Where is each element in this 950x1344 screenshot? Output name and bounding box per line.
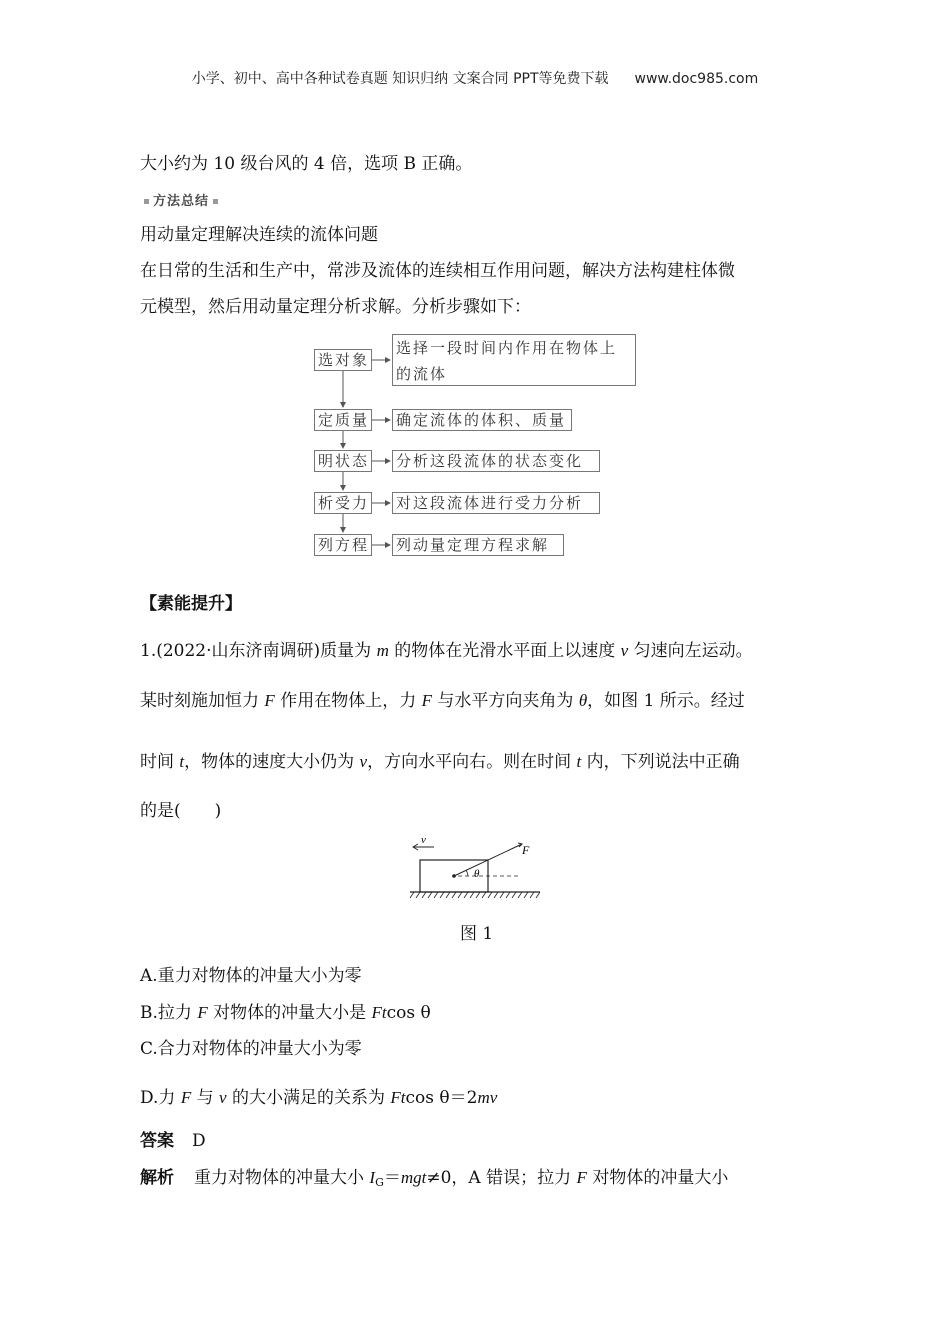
question-line2-post: ，如图 1 所示。经过 xyxy=(587,691,745,711)
question-line1-mid: 的物体在光滑水平面上以速度 xyxy=(388,641,621,661)
var-t: t xyxy=(179,752,185,771)
question-line3-post: 内，下列说法中正确 xyxy=(581,752,740,772)
question-line3-mid2: ，方向水平向右。则在时间 xyxy=(367,752,577,772)
analysis-post1: ≠0，A 错误；拉力 xyxy=(426,1168,577,1188)
var-theta: θ xyxy=(578,691,588,710)
question-line2-pre: 某时刻施加恒力 xyxy=(140,691,265,711)
option-b-formula: Ft xyxy=(371,1003,387,1022)
method-para-line2: 元模型，然后用动量定理分析求解。分析步骤如下： xyxy=(140,297,531,317)
flow-desc-1-line1: 选择一段时间内作用在物体上 xyxy=(396,339,618,357)
question-line3 xyxy=(140,753,740,771)
figure-F-label: F xyxy=(522,843,530,857)
flow-desc-1-line2: 的流体 xyxy=(396,365,448,383)
option-c: C.合力对物体的冲量大小为零 xyxy=(140,1039,362,1059)
analysis-line xyxy=(140,1169,728,1188)
option-b-pre: B.拉力 xyxy=(140,1003,198,1023)
question-line1-post: 匀速向左运动。 xyxy=(628,641,753,661)
flow-step-2: 定质量 xyxy=(314,409,372,431)
analysis-post2: 对物体的冲量大小 xyxy=(586,1168,729,1188)
answer-value: D xyxy=(192,1131,206,1151)
flow-step-4: 析受力 xyxy=(314,492,372,514)
var-F: F xyxy=(180,1088,192,1107)
var-v: v xyxy=(620,641,629,660)
figure-1-diagram xyxy=(400,830,550,905)
flow-desc-5: 列动量定理方程求解 xyxy=(392,534,564,556)
flow-step-5: 列方程 xyxy=(314,534,372,556)
figure-theta-label: θ xyxy=(474,868,480,880)
var-t: t xyxy=(576,752,582,771)
option-d xyxy=(140,1083,497,1108)
question-line1-pre: 1.(2022·山东济南调研)质量为 xyxy=(140,641,377,661)
question-line3-pre: 时间 xyxy=(140,752,180,772)
analysis-label: 解析 xyxy=(140,1168,174,1188)
header-site-link[interactable]: www.doc985.com xyxy=(634,71,759,87)
option-b-post: cos θ xyxy=(386,1003,431,1023)
flow-desc-2: 确定流体的体积、质量 xyxy=(392,409,572,431)
section-title: 【素能提升】 xyxy=(140,594,242,614)
option-a: A.重力对物体的冲量大小为零 xyxy=(140,966,362,986)
method-title: 用动量定理解决连续的流体问题 xyxy=(140,225,378,245)
var-G-subscript: G xyxy=(375,1176,384,1189)
question-line2-mid2: 与水平方向夹角为 xyxy=(432,691,579,711)
option-d-formula1: Ft xyxy=(390,1088,406,1107)
option-d-formula3: mv xyxy=(477,1088,498,1107)
var-m: m xyxy=(376,641,389,660)
flow-step-3: 明状态 xyxy=(314,450,372,472)
question-line2 xyxy=(140,692,745,710)
var-F: F xyxy=(421,691,432,710)
option-d-pre: D.力 xyxy=(140,1088,181,1108)
option-b xyxy=(140,998,431,1023)
method-para-line1: 在日常的生活和生产中，常涉及流体的连续相互作用问题，解决方法构建柱体微 xyxy=(140,261,735,281)
var-v: v xyxy=(359,752,368,771)
answer-line xyxy=(140,1133,206,1150)
intro-line: 大小约为 10 级台风的 4 倍，选项 B 正确。 xyxy=(140,154,473,174)
analysis-eq: ＝ xyxy=(383,1168,401,1188)
var-mgt: mgt xyxy=(400,1168,427,1187)
var-v: v xyxy=(219,1088,227,1107)
method-label-text: 方法总结 xyxy=(153,194,210,209)
var-I: I xyxy=(369,1168,376,1187)
figure-v-label: v xyxy=(421,834,426,846)
flow-desc-1 xyxy=(392,334,636,386)
var-F: F xyxy=(576,1168,587,1187)
option-d-formula2: cos θ＝2 xyxy=(405,1088,478,1108)
var-F: F xyxy=(197,1003,208,1022)
question-line1 xyxy=(140,642,753,660)
question-line4: 的是( ) xyxy=(140,801,222,821)
answer-label: 答案 xyxy=(140,1131,174,1151)
flow-step-1: 选对象 xyxy=(314,349,372,371)
figure-caption: 图 1 xyxy=(460,924,494,944)
option-b-mid: 对物体的冲量大小是 xyxy=(207,1003,372,1023)
question-line2-mid: 作用在物体上，力 xyxy=(274,691,422,711)
var-F: F xyxy=(264,691,275,710)
option-d-mid2: 的大小满足的关系为 xyxy=(226,1088,391,1108)
flow-desc-3: 分析这段流体的状态变化 xyxy=(392,450,600,472)
question-line3-mid: ，物体的速度大小仍为 xyxy=(184,752,360,772)
analysis-pre: 重力对物体的冲量大小 xyxy=(194,1168,370,1188)
flow-desc-4: 对这段流体进行受力分析 xyxy=(392,492,600,514)
header-text: 小学、初中、高中各种试卷真题 知识归纳 文案合同 PPT等免费下载 xyxy=(191,71,609,87)
option-d-mid: 与 xyxy=(191,1088,220,1108)
